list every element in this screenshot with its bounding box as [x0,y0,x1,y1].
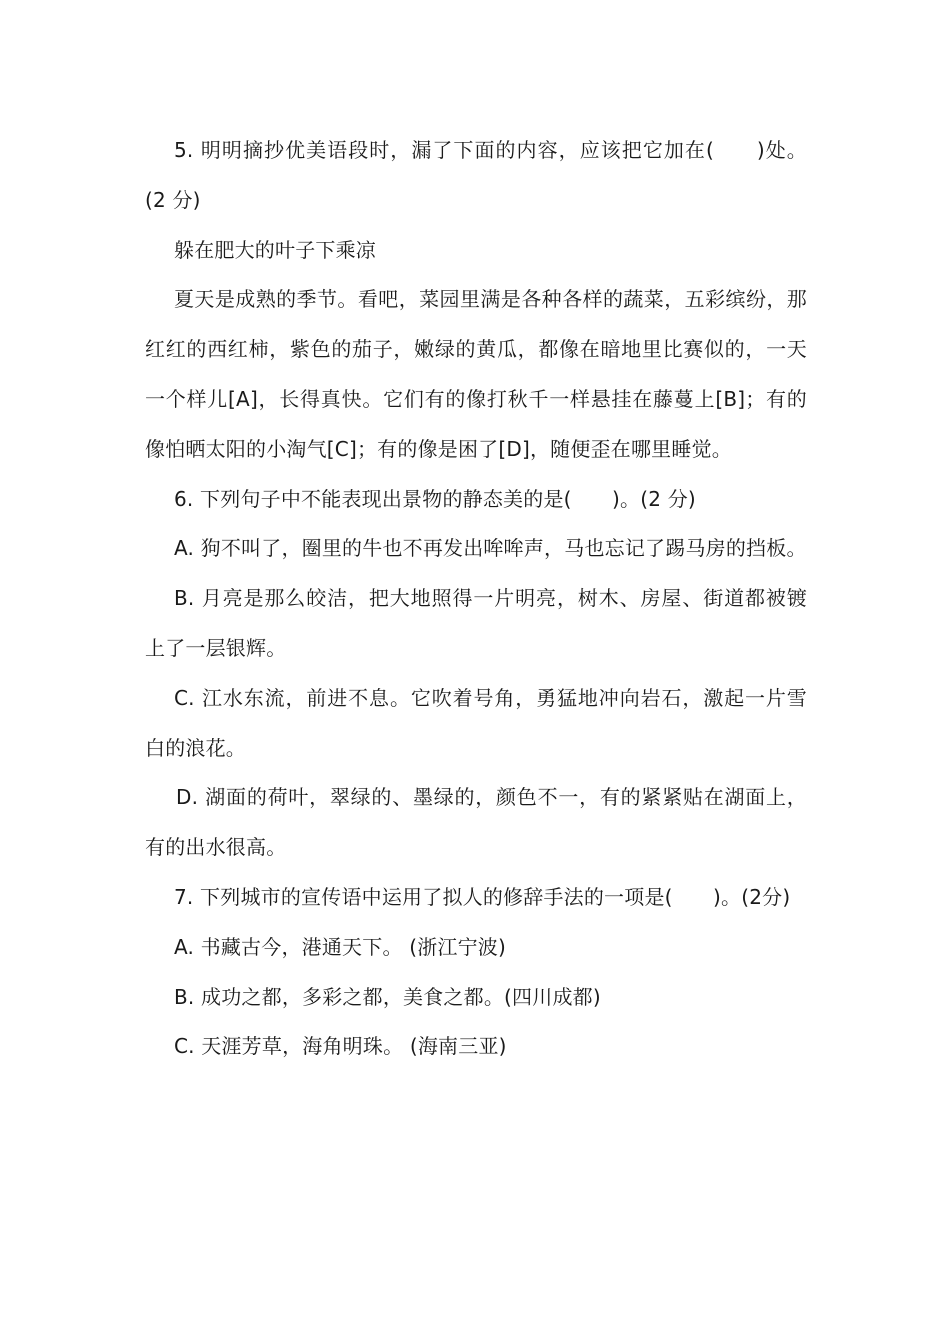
question-7-stem: 7. 下列城市的宣传语中运用了拟人的修辞手法的一项是( )。(2分) [174,884,791,909]
question-5-passage: 夏天是成熟的季节。看吧，菜园里满是各种各样的蔬菜，五彩缤纷，那红红的西红柿，紫色的茄子，嫩绿的黄瓜，都像在暗地里比赛似的，一天一个样儿[A]，长得真快。它们有的像打秋千一样悬挂在藤蔓上[B]；有的像怕晒太阳的小淘气[C]；有的像是困了[D]，随便歪在哪里睡觉。 [145,287,807,461]
question-6-option-c: C. 江水东流，前进不息。它吹着号角，勇猛地冲向岩石，激起一片雪白的浪花。 [145,685,807,760]
question-6-option-a: A. 狗不叫了，圈里的牛也不再发出哞哞声，马也忘记了踢马房的挡板。 [174,536,807,561]
document-body [145,126,807,1072]
question-5-stem: 5. 明明摘抄优美语段时，漏了下面的内容，应该把它加在( )处。 (2 分) [145,138,807,212]
question-6-option-b: B. 月亮是那么皎洁，把大地照得一片明亮，树木、房屋、街道都被镀上了一层银辉。 [145,586,807,660]
question-6-stem: 6. 下列句子中不能表现出景物的静态美的是( )。(2 分) [174,486,696,511]
question-7-option-c: C. 天涯芳草，海角明珠。 (海南三亚) [174,1034,507,1059]
question-5-missing-phrase: 躲在肥大的叶子下乘凉 [174,237,376,262]
question-7-option-b: B. 成功之都，多彩之都，美食之都。(四川成都) [174,984,601,1009]
question-6-option-d: D. 湖面的荷叶，翠绿的、墨绿的，颜色不一，有的紧紧贴在湖面上，有的出水很高。 [145,785,807,860]
question-7-option-a: A. 书藏古今，港通天下。 (浙江宁波) [174,934,507,959]
